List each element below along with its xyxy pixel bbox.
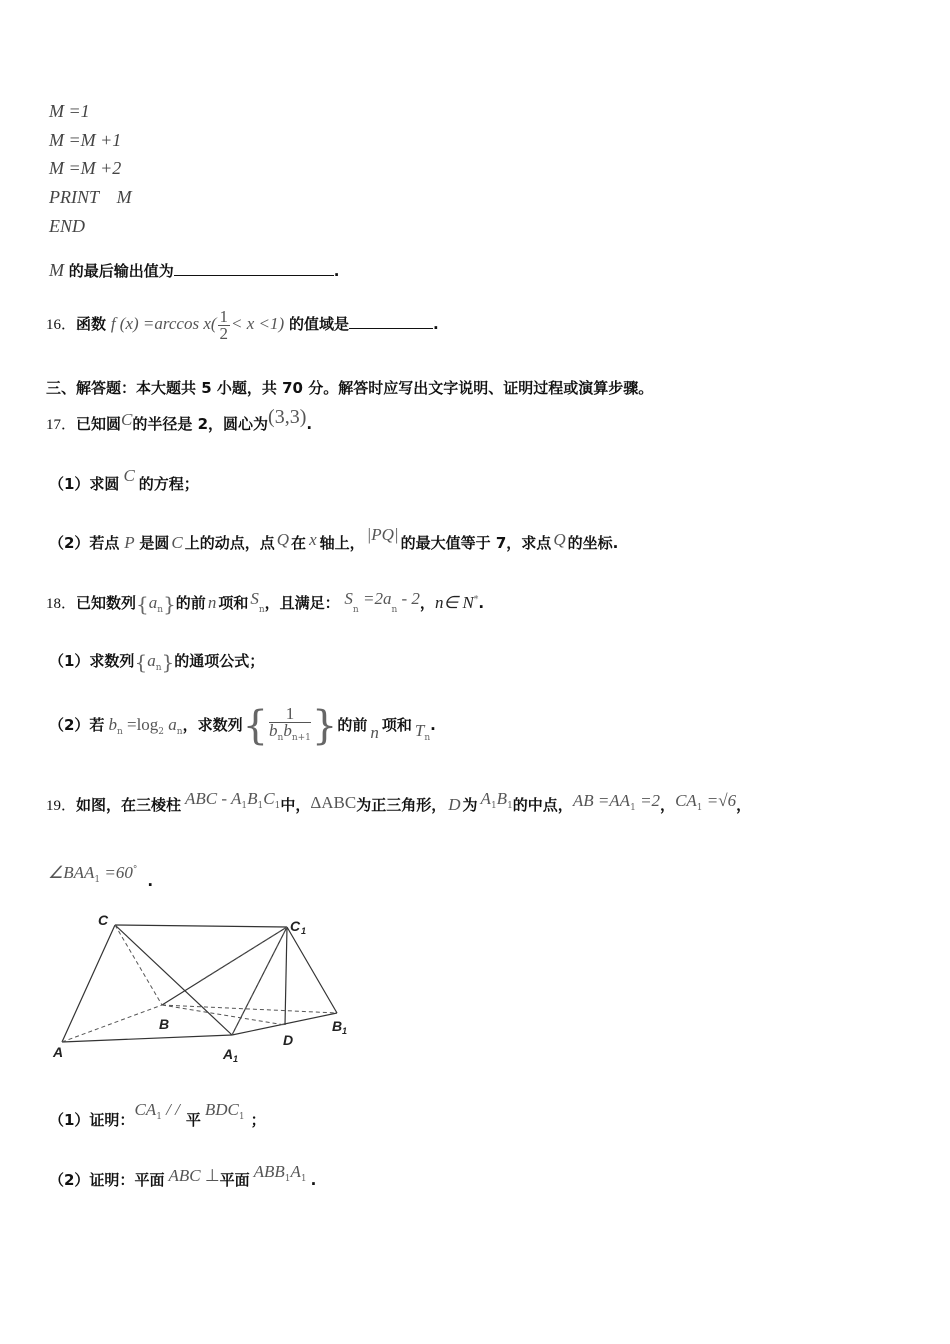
q18-p1-label: （1）求数列 xyxy=(49,652,135,670)
q19-p2-a: A xyxy=(290,1162,301,1181)
q17-p2-q: Q xyxy=(276,530,290,549)
q18-p1-brace-close: } xyxy=(161,650,175,674)
q17-end: . xyxy=(306,415,313,433)
edge-a-b-hidden xyxy=(62,1005,162,1042)
q17-p2-t3: 在 xyxy=(291,534,307,552)
q18-eq-mid: =2a xyxy=(358,589,392,608)
q15-end: . xyxy=(333,262,340,280)
q18-an: a xyxy=(148,593,158,612)
edge-a-a1 xyxy=(62,1035,232,1042)
edge-c1-b1 xyxy=(287,927,337,1013)
edge-c1-a1 xyxy=(232,927,287,1035)
q18-brace-close: } xyxy=(163,592,176,616)
q19-comma2: ， xyxy=(736,796,752,814)
q18-p1-brace-open: { xyxy=(134,650,148,674)
edge-b-c1-hidden xyxy=(200,927,287,981)
q16-text: 的值域是 xyxy=(288,315,349,333)
q17-center: (3,3) xyxy=(268,406,307,428)
q16-end: . xyxy=(432,315,439,333)
q18-p1-an: a xyxy=(147,651,156,670)
q19-eq2-sub: 1 xyxy=(696,803,703,813)
q18-p2-frac-sub2: n+1 xyxy=(291,733,311,743)
q18-t1: 已知数列 xyxy=(76,594,137,612)
q18-end: . xyxy=(478,594,485,612)
q17-p2-t5: 的最大值等于 7，求点 xyxy=(400,534,552,552)
q17-text-1: 已知圆 xyxy=(76,415,122,433)
q18-p2-brace-open: { xyxy=(242,703,269,749)
q18-p2-frac-sub1: n xyxy=(277,733,284,743)
q16-fraction xyxy=(218,306,231,343)
q18-eq-a-sub: n xyxy=(391,605,398,615)
q18-eq-end: - 2 xyxy=(397,589,420,608)
q17-p2-q2: Q xyxy=(553,530,566,549)
q19-triangle: ΔABC xyxy=(310,793,357,812)
q18-p2-t2: 的前 xyxy=(337,716,368,734)
q19-a1b1-s2: 1 xyxy=(507,801,513,811)
q18-sn: S xyxy=(250,589,259,608)
q19-eq2-mid: =√6 xyxy=(702,791,737,810)
q18-t4: ，且满足： xyxy=(264,594,340,612)
label-a1-sub: 1 xyxy=(233,1054,239,1064)
q17-circle-c: C xyxy=(121,410,133,429)
q17-p2-pq: |PQ| xyxy=(366,525,399,544)
q17-p2-t2: 上的动点，点 xyxy=(184,534,275,552)
q18-an-sub: n xyxy=(157,605,164,615)
q19-comma1: ， xyxy=(660,796,676,814)
q18-p2-a: a xyxy=(164,715,177,734)
program-line-5: END xyxy=(49,216,85,236)
q17-p2-c: C xyxy=(171,533,183,552)
edge-c-b-hidden xyxy=(115,925,162,1005)
q19-angle-line xyxy=(48,860,153,890)
label-b1-sub: 1 xyxy=(342,1026,348,1036)
q16-frac-den: 2 xyxy=(219,323,229,343)
q18-t3: 项和 xyxy=(218,594,249,612)
q18-p2-eq: =log xyxy=(122,715,159,734)
q18-p2-log-sub: 2 xyxy=(158,727,165,737)
edge-b-d-hidden xyxy=(162,1005,285,1025)
label-a1: A xyxy=(223,1046,234,1062)
program-line-1: M =1 xyxy=(49,101,90,121)
q18-brace-open: { xyxy=(136,592,149,616)
label-b1: B xyxy=(332,1018,343,1034)
program-line-4: PRINT M xyxy=(49,187,132,207)
q19-p2-sub2: 1 xyxy=(300,1174,307,1184)
q17-p2-t4: 轴上， xyxy=(319,534,365,552)
edge-b-b1-hidden xyxy=(162,1005,337,1013)
q17-part-2 xyxy=(49,525,619,553)
q19-t1: 如图，在三棱柱 xyxy=(76,796,182,814)
q18-n: n xyxy=(207,593,217,612)
q16-formula-right: < x <1) xyxy=(231,314,285,333)
q18-p1-an-sub: n xyxy=(155,663,162,673)
q19-eq1-sub: 1 xyxy=(630,803,636,813)
q18-part-1 xyxy=(49,651,264,678)
q16-answer-blank[interactable] xyxy=(349,314,433,329)
q19-p2-plane: 平面 xyxy=(219,1171,250,1189)
q19-a1b1-a: A xyxy=(480,789,491,808)
q17-number: 17． xyxy=(46,417,77,433)
q19-t4: 为 xyxy=(462,796,478,814)
q17-p1-label: （1）求圆 xyxy=(49,475,120,493)
q19-prism-b: B xyxy=(247,789,258,808)
q17-p2-p: P xyxy=(124,533,135,552)
q19-question xyxy=(46,789,752,822)
q19-angle-sup: ° xyxy=(132,865,138,875)
q18-p2-b-sub: n xyxy=(116,727,123,737)
q18-p2-t1: ，求数列 xyxy=(182,716,243,734)
q19-prism-c: C xyxy=(263,789,275,808)
q19-eq1: AB =AA xyxy=(572,791,631,810)
q19-p2-sub1: 1 xyxy=(284,1174,291,1184)
q19-prism-s2: 1 xyxy=(257,801,264,811)
q18-p2-fraction xyxy=(269,706,311,746)
program-line-2: M =M +1 xyxy=(49,130,122,150)
q18-question xyxy=(46,590,484,620)
q19-p2-perp: ⊥ xyxy=(200,1166,220,1185)
edge-c1-d xyxy=(285,927,287,1025)
q18-p2-t-sub: n xyxy=(424,733,431,743)
q19-t3: 为正三角形， xyxy=(356,796,447,814)
section-3-title: 三、解答题：本大题共 5 小题，共 70 分。解答时应写出文字说明、证明过程或演算步骤。 xyxy=(46,379,654,397)
q19-p1-label: （1）证明： xyxy=(49,1111,135,1129)
q18-p2-t3: 项和 xyxy=(381,716,412,734)
q19-p1-bdc: BDC xyxy=(204,1100,239,1119)
q18-p2-n: n xyxy=(370,723,379,742)
label-c: C xyxy=(98,912,109,928)
q19-p1-end: ； xyxy=(250,1111,266,1129)
q19-eq1-end: =2 xyxy=(635,791,661,810)
q19-part-1 xyxy=(49,1100,266,1137)
q16-formula-left: f (x) =arccos x( xyxy=(110,314,217,333)
q19-p2-abb: ABB xyxy=(253,1162,285,1181)
edge-c-a xyxy=(62,925,115,1042)
q19-p1-ca-sub: 1 xyxy=(156,1112,162,1122)
program-line-3: M =M +2 xyxy=(49,158,122,178)
q19-eq2: CA xyxy=(675,791,697,810)
q18-p2-a-sub: n xyxy=(176,727,183,737)
q18-p2-frac-num: 1 xyxy=(269,706,311,723)
q17-p2-t1: 是圆 xyxy=(139,534,170,552)
q19-end: . xyxy=(147,872,154,890)
q17-p1-c: C xyxy=(123,466,135,485)
q18-nset: n∈ N xyxy=(434,593,474,612)
q19-t2: 中， xyxy=(280,796,311,814)
edge-c-a1 xyxy=(115,925,232,1035)
q19-angle: ∠BAA xyxy=(48,863,95,882)
q15-var: M xyxy=(49,260,64,280)
q18-eq-s-sub: n xyxy=(352,605,359,615)
edge-c-c1 xyxy=(115,925,287,927)
q18-p2-frac-den xyxy=(269,723,311,746)
prism-figure xyxy=(40,905,370,1075)
q15-answer-blank[interactable] xyxy=(174,261,334,276)
q18-p2-frac-b2: b xyxy=(283,721,292,740)
q19-p1-par: / / xyxy=(161,1100,180,1119)
q19-p1-bdc-sub: 1 xyxy=(238,1112,245,1122)
q18-p2-end: . xyxy=(430,716,436,734)
q19-number: 19． xyxy=(46,798,77,814)
q18-p2-brace-close: } xyxy=(311,703,338,749)
q17-text-2: 的半径是 2，圆心为 xyxy=(132,415,269,433)
label-d: D xyxy=(283,1032,294,1048)
q18-nset-sup: * xyxy=(473,595,479,605)
q17-p2-t6: 的坐标. xyxy=(567,534,619,552)
q19-p1-ca: CA xyxy=(134,1100,157,1119)
q19-t5: 的中点， xyxy=(512,796,573,814)
q18-p2-label: （2）若 xyxy=(49,716,105,734)
q17-p2-x: x xyxy=(309,530,317,549)
q16-number: 16． xyxy=(46,317,77,333)
q17-part-1 xyxy=(49,466,199,494)
q18-number: 18． xyxy=(46,596,77,612)
q19-p2-end: . xyxy=(310,1171,317,1189)
q16-lead: 函数 xyxy=(76,315,107,333)
q16-question xyxy=(46,306,439,343)
q19-a1b1-s1: 1 xyxy=(490,801,497,811)
q17-p2-label: （2）若点 xyxy=(49,534,120,552)
q19-prism-s3: 1 xyxy=(274,801,281,811)
q17-p1-text: 的方程； xyxy=(138,475,199,493)
q19-a1b1-b: B xyxy=(496,789,508,808)
label-b: B xyxy=(159,1016,170,1032)
q18-t2: 的前 xyxy=(175,594,206,612)
q16-frac-num: 1 xyxy=(219,306,229,326)
q19-prism: ABC - A xyxy=(185,789,242,808)
q15-text: 的最后输出值为 xyxy=(68,262,174,280)
q19-p2-label: （2）证明：平面 xyxy=(49,1171,165,1189)
q19-angle-sub: 1 xyxy=(94,875,101,885)
q18-p2-b: b xyxy=(108,715,117,734)
q18-comma: ， xyxy=(419,594,435,612)
q19-prism-s1: 1 xyxy=(241,801,248,811)
q18-p1-text: 的通项公式； xyxy=(174,652,265,670)
q19-p1-plane: 平 xyxy=(185,1111,201,1129)
q18-part-2 xyxy=(49,705,436,752)
q19-d: D xyxy=(448,795,461,814)
q18-p2-frac-b1: b xyxy=(269,721,278,740)
label-a: A xyxy=(53,1044,64,1060)
q17-question xyxy=(46,406,313,435)
q18-p2-t: T xyxy=(414,721,425,740)
q19-part-2 xyxy=(49,1162,317,1197)
label-c1-sub: 1 xyxy=(301,926,307,936)
label-c1: C xyxy=(290,918,301,934)
q18-eq-s: S xyxy=(344,589,353,608)
q19-p2-abc: ABC xyxy=(168,1166,201,1185)
q19-angle-val: =60 xyxy=(100,863,133,882)
q15-question xyxy=(49,260,340,281)
q18-sn-sub: n xyxy=(258,605,265,615)
